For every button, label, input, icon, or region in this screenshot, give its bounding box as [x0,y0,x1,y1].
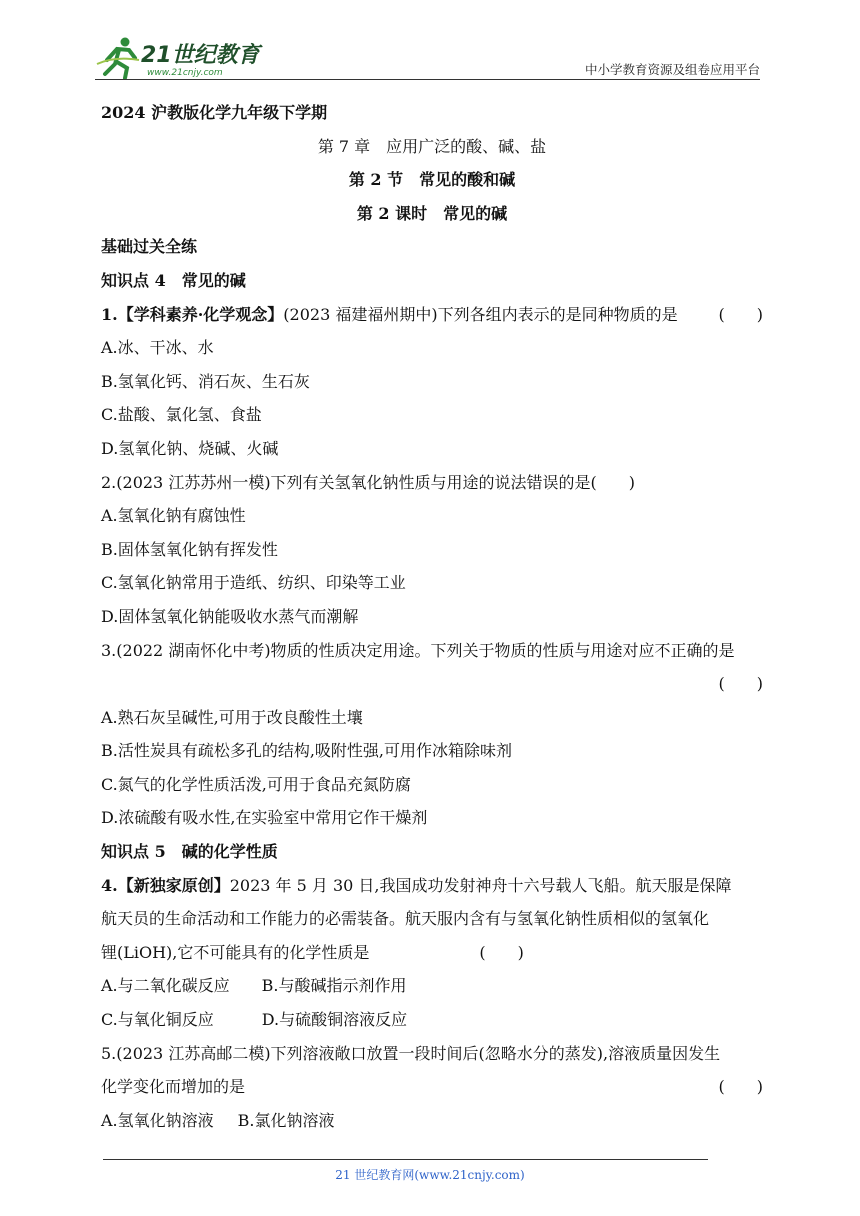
document-body [101,96,763,1137]
q3-option-c: C.氮气的化学性质活泼,可用于食品充氮防腐 [101,774,411,794]
question-4-line-2: 航天员的生命活动和工作能力的必需装备。航天服内含有与氢氧化钠性质相似的氢氧化 [101,909,710,929]
question-4-line-3 [101,936,763,970]
question-text: 化学变化而增加的是 [101,1077,246,1097]
q1-option-d: D.氢氧化钠、烧碱、火碱 [101,438,279,458]
lesson-title: 第 2 课时 常见的碱 [356,203,508,223]
knowledge-point-5: 知识点 5 碱的化学性质 [101,842,278,862]
q1-option-b: B.氢氧化钙、消石灰、生石灰 [101,371,310,391]
answer-blank: ( ) [479,942,524,962]
q5-options-row [101,1104,763,1138]
practice-title: 基础过关全练 [101,237,198,257]
question-5-line-2 [101,1070,763,1104]
q4-options-row-2 [101,1003,763,1037]
question-text: 2023 年 5 月 30 日,我国成功发射神舟十六号载人飞船。航天服是保障 [229,875,732,895]
site-name: 中小学教育资源及组卷应用平台 [584,62,760,77]
q1-option-c: C.盐酸、氯化氢、食盐 [101,405,262,425]
question-1 [101,298,763,332]
question-5-line-1: 5.(2023 江苏高邮二模)下列溶液敞口放置一段时间后(忽略水分的蒸发),溶液质量因发生 [101,1043,721,1063]
svg-text:www.21cnjy.com: www.21cnjy.com [147,68,223,78]
q4-option-b: B.与酸碱指示剂作用 [261,976,407,996]
q2-option-d: D.固体氢氧化钠能吸收水蒸气而潮解 [101,606,359,626]
question-tag: 4.【新独家原创】 [101,875,230,895]
chapter-title: 第 7 章 应用广泛的酸、碱、盐 [317,136,547,156]
q3-option-b: B.活性炭具有疏松多孔的结构,吸附性强,可用作冰箱除味剂 [101,741,513,761]
question-text: 锂(LiOH),它不可能具有的化学性质是 [101,942,370,962]
knowledge-point-4: 知识点 4 常见的碱 [101,270,246,290]
logo [95,34,265,80]
footer-text: 21 世纪教育网(www.21cnjy.com) [335,1168,525,1182]
q3-answer-blank: ( ) [718,674,763,694]
q4-option-a: A.与二氧化碳反应 [101,976,230,996]
q2-option-a: A.氢氧化钠有腐蚀性 [101,506,246,526]
q3-option-d: D.浓硫酸有吸水性,在实验室中常用它作干燥剂 [101,808,428,828]
grade-title: 2024 沪教版化学九年级下学期 [101,103,328,122]
q1-option-a: A.冰、干冰、水 [101,338,214,358]
answer-blank: ( ) [718,304,763,324]
header-divider [95,79,760,80]
section-title: 第 2 节 常见的酸和碱 [348,170,516,190]
answer-blank: ( ) [718,1077,763,1097]
footer-divider [103,1159,708,1160]
q2-option-b: B.固体氢氧化钠有挥发性 [101,539,278,559]
q4-options-row-1 [101,969,763,1003]
q4-option-d: D.与硫酸铜溶液反应 [261,1010,408,1030]
q4-option-c: C.与氧化铜反应 [101,1010,214,1030]
q5-option-b: B.氯化钠溶液 [237,1110,335,1130]
q3-option-a: A.熟石灰呈碱性,可用于改良酸性土壤 [101,707,363,727]
page-header [95,34,760,82]
q5-option-a: A.氢氧化钠溶液 [101,1110,214,1130]
question-4-line-1 [101,869,763,903]
question-text: (2023 福建福州期中)下列各组内表示的是同种物质的是 [283,304,678,324]
question-2: 2.(2023 江苏苏州一模)下列有关氢氧化钠性质与用途的说法错误的是( ) [101,472,636,492]
q2-option-c: C.氢氧化钠常用于造纸、纺织、印染等工业 [101,573,406,593]
svg-text:21世纪教育: 21世纪教育 [141,43,260,68]
question-tag: 1.【学科素养·化学观念】 [101,304,284,324]
question-3: 3.(2022 湖南怀化中考)物质的性质决定用途。下列关于物质的性质与用途对应不正确的是 [101,640,735,660]
